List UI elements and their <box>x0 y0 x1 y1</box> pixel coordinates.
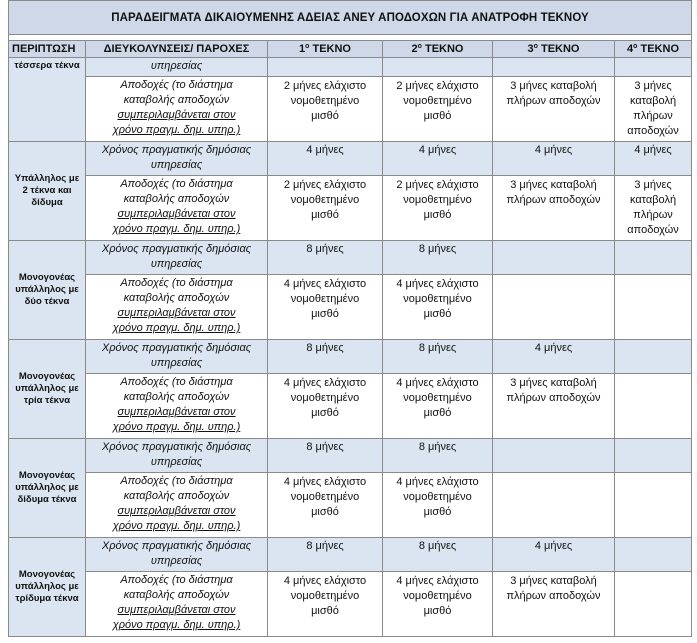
service-time-label: Χρόνος πραγματικής δημόσιας υπηρεσίας <box>86 340 268 374</box>
value-cell: 4 μήνες <box>615 142 692 176</box>
case4-service-row <box>9 340 692 374</box>
header-child-3: $3^o$ ΤΕΚΝΟ <box>493 41 615 58</box>
cell-empty <box>615 340 692 374</box>
value-cell: 3 μήνες καταβολή πλήρων αποδοχών <box>493 77 615 142</box>
cell-empty <box>383 58 493 77</box>
case2-pay-row <box>9 176 692 241</box>
cell-empty <box>615 241 692 275</box>
cell-empty <box>615 58 692 77</box>
case-label: Μονογονέας υπάλληλος με δύο τέκνα <box>9 241 86 340</box>
value-cell: 2 μήνες ελάχιστο νομοθετημένο μισθό <box>268 176 383 241</box>
value-cell: 3 μήνες καταβολή πλήρων αποδοχών <box>493 176 615 241</box>
cell-empty <box>268 58 383 77</box>
cell-empty <box>493 439 615 473</box>
service-time-label: υπηρεσίας <box>86 58 268 77</box>
cell-empty <box>493 58 615 77</box>
value-cell: 4 μήνες ελάχιστο νομοθετημένο μισθό <box>268 374 383 439</box>
value-cell: 2 μήνες ελάχιστο νομοθετημένο μισθό <box>383 176 493 241</box>
value-cell: 2 μήνες ελάχιστο νομοθετημένο μισθό <box>268 77 383 142</box>
case5-service-row <box>9 439 692 473</box>
header-row <box>9 41 692 58</box>
cell-empty <box>615 473 692 538</box>
case6-pay-row <box>9 572 692 637</box>
service-time-label: Χρόνος πραγματικής δημόσιας υπηρεσίας <box>86 142 268 176</box>
header-provisions: ΔΙΕΥΚΟΛΥΝΣΕΙΣ/ ΠΑΡΟΧΕΣ <box>86 41 268 58</box>
value-cell: 8 μήνες <box>383 241 493 275</box>
value-cell: 2 μήνες ελάχιστο νομοθετημένο μισθό <box>383 77 493 142</box>
value-cell: 3 μήνες καταβολή πλήρων αποδοχών <box>493 374 615 439</box>
cell-empty <box>615 439 692 473</box>
value-cell: 4 μήνες ελάχιστο νομοθετημένο μισθό <box>383 473 493 538</box>
cell-empty <box>493 275 615 340</box>
cell-empty <box>615 275 692 340</box>
case-label: Μονογονέας υπάλληλος με τρίδυμα τέκνα <box>9 538 86 637</box>
case3-pay-row <box>9 275 692 340</box>
pay-label: Αποδοχές (το διάστημα καταβολής αποδοχών συμπεριλαμβάνεται στον χρόνο πραγμ. δημ. υπηρ.) <box>86 572 268 637</box>
value-cell: 4 μήνες <box>493 340 615 374</box>
cell-empty <box>615 374 692 439</box>
case3-service-row <box>9 241 692 275</box>
table-title: ΠΑΡΑΔΕΙΓΜΑΤΑ ΔΙΚΑΙΟΥΜΕΝΗΣ ΑΔΕΙΑΣ ΑΝΕΥ ΑΠΟΔΟΧΩΝ ΓΙΑ ΑΝΑΤΡΟΦΗ ΤΕΚΝΟΥ <box>9 1 692 35</box>
value-cell: 3 μήνες καταβολή πλήρων αποδοχών <box>493 572 615 637</box>
value-cell: 3 μήνες καταβολή πλήρων αποδοχών <box>615 77 692 142</box>
value-cell: 4 μήνες ελάχιστο νομοθετημένο μισθό <box>383 374 493 439</box>
case5-pay-row <box>9 473 692 538</box>
document-page <box>8 0 691 637</box>
value-cell: 4 μήνες <box>493 538 615 572</box>
leave-examples-table <box>8 0 692 637</box>
case1-pay-row <box>9 77 692 142</box>
case6-service-row <box>9 538 692 572</box>
value-cell: 4 μήνες <box>493 142 615 176</box>
pay-label: Αποδοχές (το διάστημα καταβολής αποδοχών συμπεριλαμβάνεται στον χρόνο πραγμ. δημ. υπηρ.) <box>86 77 268 142</box>
value-cell: 8 μήνες <box>383 538 493 572</box>
cell-empty <box>615 538 692 572</box>
cell-empty <box>493 473 615 538</box>
value-cell: 4 μήνες <box>268 142 383 176</box>
case2-service-row <box>9 142 692 176</box>
pay-label: Αποδοχές (το διάστημα καταβολής αποδοχών συμπεριλαμβάνεται στον χρόνο πραγμ. δημ. υπηρ.) <box>86 473 268 538</box>
value-cell: 8 μήνες <box>268 439 383 473</box>
case1-service-row <box>9 58 692 77</box>
case-label: τέσσερα τέκνα <box>9 58 86 142</box>
pay-label: Αποδοχές (το διάστημα καταβολής αποδοχών συμπεριλαμβάνεται στον χρόνο πραγμ. δημ. υπηρ.) <box>86 275 268 340</box>
service-time-label: Χρόνος πραγματικής δημόσιας υπηρεσίας <box>86 241 268 275</box>
value-cell: 8 μήνες <box>268 241 383 275</box>
header-child-1: $1^o$ ΤΕΚΝΟ <box>268 41 383 58</box>
service-time-label: Χρόνος πραγματικής δημόσιας υπηρεσίας <box>86 439 268 473</box>
value-cell: 3 μήνες καταβολή πλήρων αποδοχών <box>615 176 692 241</box>
service-time-label: Χρόνος πραγματικής δημόσιας υπηρεσίας <box>86 538 268 572</box>
pay-label: Αποδοχές (το διάστημα καταβολής αποδοχών συμπεριλαμβάνεται στον χρόνο πραγμ. δημ. υπηρ.) <box>86 374 268 439</box>
header-child-4: $4^o$ ΤΕΚΝΟ <box>615 41 692 58</box>
value-cell: 8 μήνες <box>383 340 493 374</box>
value-cell: 8 μήνες <box>383 439 493 473</box>
case-label: Μονογονέας υπάλληλος με δίδυμα τέκνα <box>9 439 86 538</box>
case4-pay-row <box>9 374 692 439</box>
header-child-2: $2^o$ ΤΕΚΝΟ <box>383 41 493 58</box>
value-cell: 4 μήνες ελάχιστο νομοθετημένο μισθό <box>268 473 383 538</box>
value-cell: 4 μήνες ελάχιστο νομοθετημένο μισθό <box>268 275 383 340</box>
case-label: Μονογονέας υπάλληλος με τρία τέκνα <box>9 340 86 439</box>
value-cell: 4 μήνες <box>383 142 493 176</box>
value-cell: 4 μήνες ελάχιστο νομοθετημένο μισθό <box>383 572 493 637</box>
header-case: ΠΕΡΙΠΤΩΣΗ <box>9 41 86 58</box>
value-cell: 4 μήνες ελάχιστο νομοθετημένο μισθό <box>383 275 493 340</box>
value-cell: 4 μήνες ελάχιστο νομοθετημένο μισθό <box>268 572 383 637</box>
value-cell: 8 μήνες <box>268 538 383 572</box>
cell-empty <box>615 572 692 637</box>
cell-empty <box>493 241 615 275</box>
pay-label: Αποδοχές (το διάστημα καταβολής αποδοχών συμπεριλαμβάνεται στον χρόνο πραγμ. δημ. υπηρ.) <box>86 176 268 241</box>
value-cell: 8 μήνες <box>268 340 383 374</box>
case-label: Υπάλληλος με 2 τέκνα και δίδυμα <box>9 142 86 241</box>
